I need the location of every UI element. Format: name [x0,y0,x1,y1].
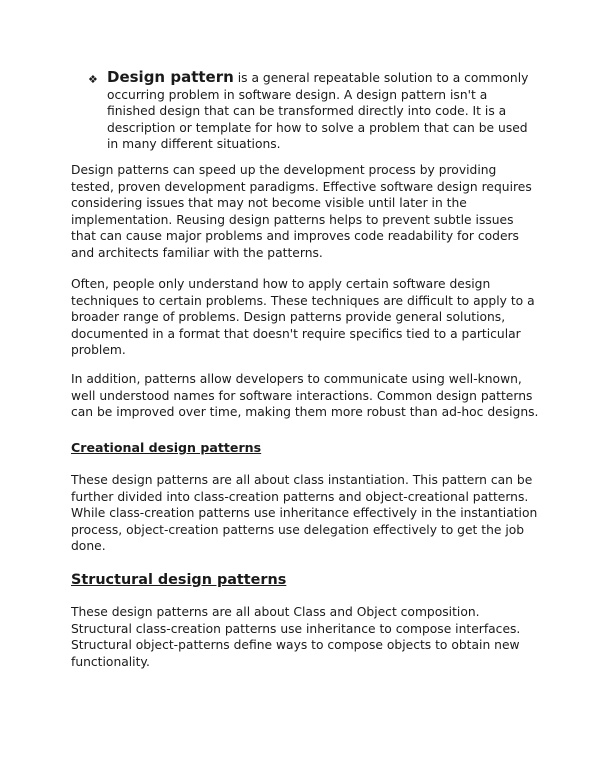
creational-heading: Creational design patterns [71,440,262,455]
diamond-bullet-icon: ❖ [88,73,98,86]
structural-paragraph: These design patterns are all about Class and Object composition. Structural class-creation patterns use inheritance to compose interfaces. Structural object-patterns define ways to compose objects to obtain new functionality. [71,605,521,669]
creational-paragraph: These design patterns are all about class instantiation. This pattern can be further divided into class-creation patterns and object-creational patterns. While class-creation patterns use inheritance effectively in the instantiation process, object-creation patterns use delegation effectively to get the job done. [71,473,538,554]
structural-heading: Structural design patterns [71,572,287,588]
definition-text [107,69,538,153]
definition-body: is a general repeatable solution to a commonly occurring problem in software design. A design pattern isn't a finished design that can be transformed directly into code. It is a description or template for how to solve a problem that can be used in many different situations. [107,71,529,152]
definition-term: Design pattern [107,68,234,86]
intro-paragraph-2: Often, people only understand how to apply certain software design techniques to certain problems. These techniques are difficult to apply to a broader range of problems. Design patterns provide general solutions, documented in a format that doesn't require specifics tied to a particular problem. [71,277,535,358]
intro-paragraph-1: Design patterns can speed up the development process by providing tested, proven development paradigms. Effective software design requires considering issues that may not become visible until later in the implementation. Reusing design patterns helps to prevent subtle issues that can cause major problems and improves code readability for coders and architects familiar with the patterns. [71,163,532,260]
intro-paragraph-3: In addition, patterns allow developers to communicate using well-known, well understood names for software interactions. Common design patterns can be improved over time, making them more robust than ad-hoc designs. [71,372,539,420]
definition-bullet [88,69,538,153]
